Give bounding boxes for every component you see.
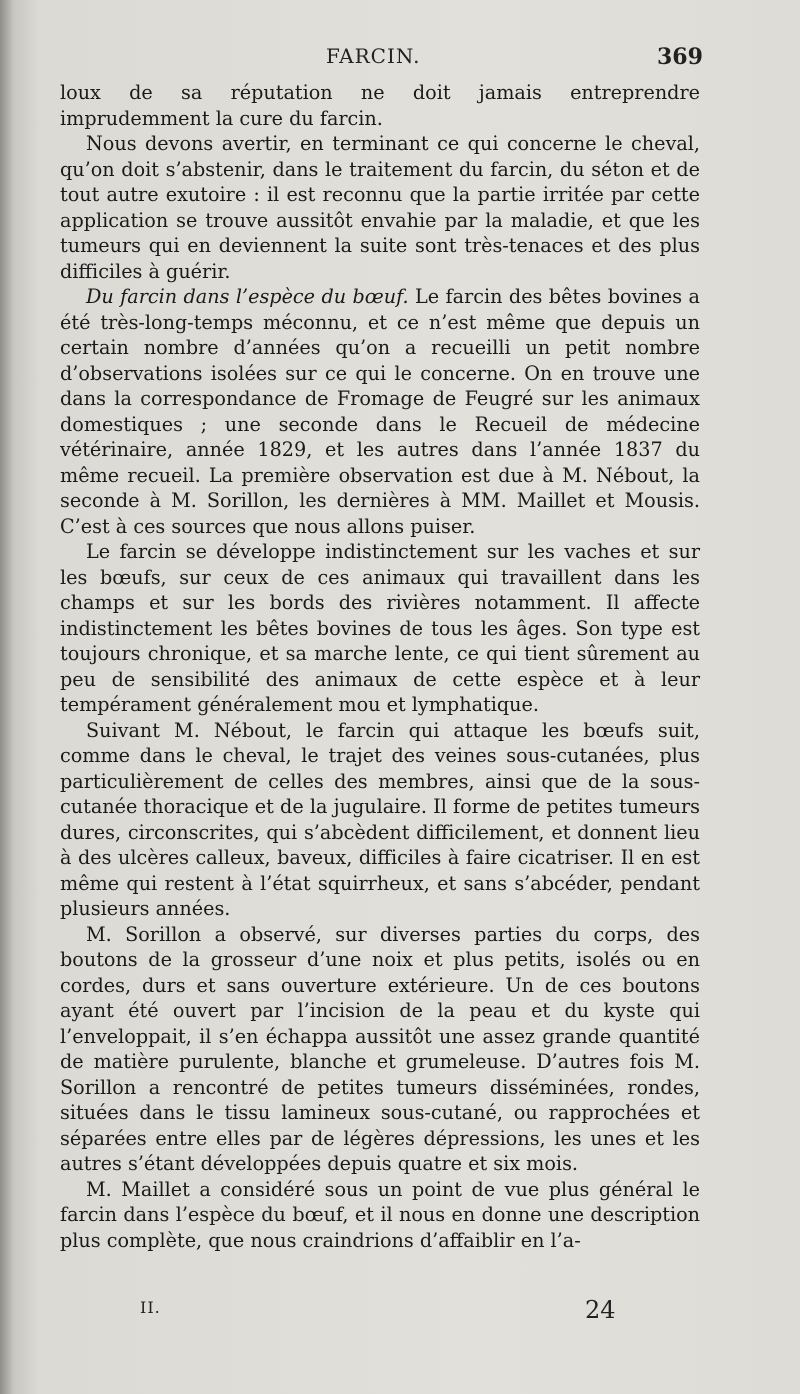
running-title: FARCIN. xyxy=(326,44,421,68)
paragraph xyxy=(60,922,700,1177)
paragraph-text: Suivant M. Nébout, le farcin qui attaque les bœufs suit, comme dans le cheval, le trajet des veines sous-cutanées, plus particulièrement de celles des membres, ainsi que de la sous-cutanée thoracique et de la jugulaire. Il forme de petites tumeurs dures, circonscrites, qui s’abcèdent difficilement, et donnent lieu à des ulcères calleux, baveux, difficiles à faire cicatriser. Il en est même qui restent à l’état squirrheux, et sans s’abcéder, pendant plusieurs années. xyxy=(60,718,700,920)
page-footer xyxy=(0,1296,800,1336)
paragraph xyxy=(60,284,700,539)
paragraph-text: M. Sorillon a observé, sur diverses parties du corps, des boutons de la grosseur d’une noix et plus petits, isolés ou en cordes, durs et sans ouverture extérieure. Un de ces boutons ayant été ouvert par l’incision de la peau et du kyste qui l’enveloppait, il s’en échappa aussitôt une assez grande quantité de matière purulente, blanche et grumeleuse. D’autres fois M. Sorillon a rencontré de petites tumeurs disséminées, rondes, situées dans le tissu lamineux sous-cutané, ou rapprochées et séparées entre elles par de légères dépressions, les unes et les autres s’étant développées depuis quatre et six mois. xyxy=(60,922,700,1175)
paragraph xyxy=(60,1177,700,1254)
page-number: 369 xyxy=(657,44,703,70)
signature-mark: 24 xyxy=(585,1296,616,1324)
paragraph xyxy=(60,131,700,284)
paragraph-text: M. Maillet a considéré sous un point de vue plus général le farcin dans l’espèce du bœuf, et il nous en donne une description plus complète, que nous craindrions d’affaiblir en l’a- xyxy=(60,1177,700,1252)
paragraph xyxy=(60,718,700,922)
paragraph-text: loux de sa réputation ne doit jamais entreprendre imprudemment la cure du farcin. xyxy=(60,81,700,130)
body-text xyxy=(60,80,700,1253)
paragraph xyxy=(60,539,700,718)
page-header xyxy=(0,44,800,74)
paragraph-text: Le farcin se développe indistinctement sur les vaches et sur les bœufs, sur ceux de ces animaux qui travaillent dans les champs et sur les bords des rivières notamment. Il affecte indistinctement les bêtes bovines de tous les âges. Son type est toujours chronique, et sa marche lente, ce qui tient sûrement au peu de sensibilité des animaux de cette espèce et à leur tempérament généralement mou et lymphatique. xyxy=(60,540,700,716)
paragraph-text: Nous devons avertir, en terminant ce qui concerne le cheval, qu’on doit s’abstenir, dans le traitement du farcin, du séton et de tout autre exutoire : il est reconnu que la partie irritée par cette application se trouve aussitôt envahie par la maladie, et que les tumeurs qui en deviennent la suite sont très-tenaces et des plus difficiles à guérir. xyxy=(60,132,700,283)
paragraph-lead: Du farcin dans l’espèce du bœuf. xyxy=(86,285,409,308)
paragraph xyxy=(60,80,700,131)
paragraph-text: Le farcin des bêtes bovines a été très-long-temps méconnu, et ce n’est même que depuis un certain nombre d’années qu’on a recueilli un petit nombre d’observations isolées sur ce qui le concerne. On en trouve une dans la correspondance de Fromage de Feugré sur les animaux domestiques ; une seconde dans le Recueil de médecine vétérinaire, année 1829, et les autres dans l’année 1837 du même recueil. La première observation est due à M. Nébout, la seconde à M. Sorillon, les dernières à MM. Maillet et Mousis. C’est à ces sources que nous allons puiser. xyxy=(60,285,700,538)
volume-number: II. xyxy=(140,1298,161,1317)
